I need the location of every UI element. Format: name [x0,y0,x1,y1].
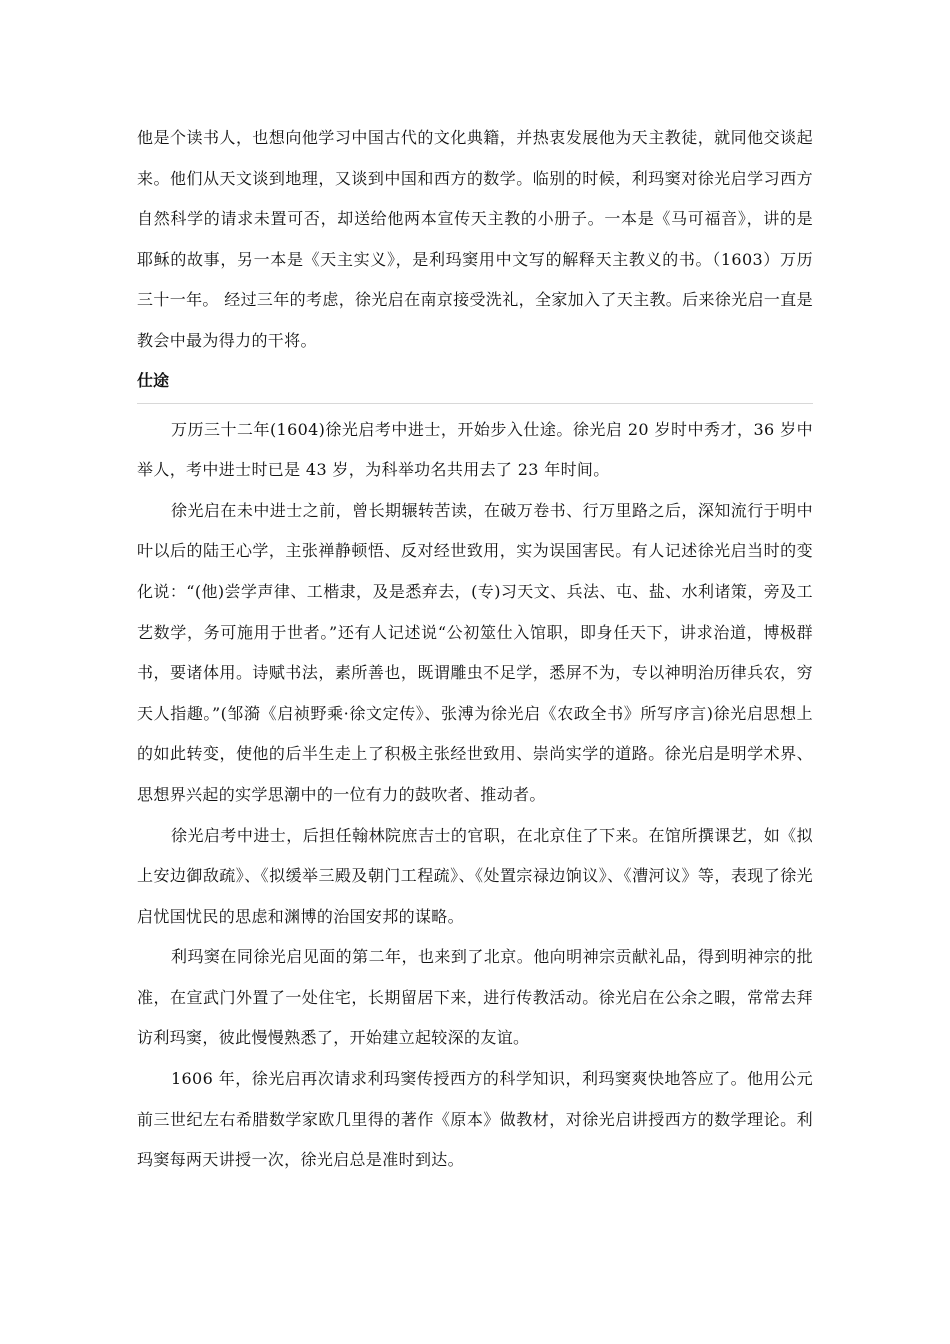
paragraph-ricci-beijing: 利玛窦在同徐光启见面的第二年，也来到了北京。他向明神宗贡献礼品，得到明神宗的批准，在宣武门外置了一处住宅，长期留居下来，进行传教活动。徐光启在公余之暇，常常去拜访利玛窦，彼此慢慢熟悉了，开始建立起较深的友谊。 [137,947,813,1048]
paragraph-euclid-lessons: 1606 年，徐光启再次请求利玛窦传授西方的科学知识，利玛窦爽快地答应了。他用公元前三世纪左右希腊数学家欧几里得的著作《原本》做教材，对徐光启讲授西方的数学理论。利玛窦每两天讲授一次，徐光启总是准时到达。 [137,1069,813,1170]
section-heading-career: 仕途 [137,370,170,390]
paragraph-practical-learning: 徐光启在未中进士之前，曾长期辗转苦读，在破万卷书、行万里路之后，深知流行于明中叶以后的陆王心学，主张禅静顿悟、反对经世致用，实为误国害民。有人记述徐光启当时的变化说：“(他)尝学声律、工楷隶，及是悉弃去，(专)习天文、兵法、屯、盐、水利诸策，旁及工艺数学，务可施用于世者。”还有人记述说“公初筮仕入馆职，即身任天下，讲求治道，博极群书，要诸体用。诗赋书法，素所善也，既谓雕虫不足学，悉屏不为，专以神明治历律兵农，穷天人指趣。”(邹漪《启祯野乘·徐文定传》、张溥为徐光启《农政全书》所写序言)徐光启思想上的如此转变，使他的后半生走上了积极主张经世致用、崇尚实学的道路。徐光启是明学术界、思想界兴起的实学思潮中的一位有力的鼓吹者、推动者。 [137,500,813,804]
paragraph-conversion: 他是个读书人，也想向他学习中国古代的文化典籍，并热衷发展他为天主教徒，就同他交谈起来。他们从天文谈到地理，又谈到中国和西方的数学。临别的时候，利玛窦对徐光启学习西方自然科学的请求未置可否，却送给他两本宣传天主教的小册子。一本是《马可福音》，讲的是耶稣的故事，另一本是《天主实义》，是利玛窦用中文写的解释天主教义的书。（1603）万历三十一年。 经过三年的考虑，徐光启在南京接受洗礼，全家加入了天主教。后来徐光启一直是教会中最为得力的干将。 [137,128,813,350]
document-body [137,118,813,1181]
paragraph-jinshi: 万历三十二年(1604)徐光启考中进士，开始步入仕途。徐光启 20 岁时中秀才，36 岁中举人，考中进士时已是 43 岁，为科举功名共用去了 23 年时间。 [137,419,813,480]
section-divider [137,403,813,404]
paragraph-hanlin: 徐光启考中进士，后担任翰林院庶吉士的官职，在北京住了下来。在馆所撰课艺，如《拟上安边御敌疏》、《拟缓举三殿及朝门工程疏》、《处置宗禄边饷议》、《漕河议》等，表现了徐光启忧国忧民的思虑和渊博的治国安邦的谋略。 [137,825,813,926]
